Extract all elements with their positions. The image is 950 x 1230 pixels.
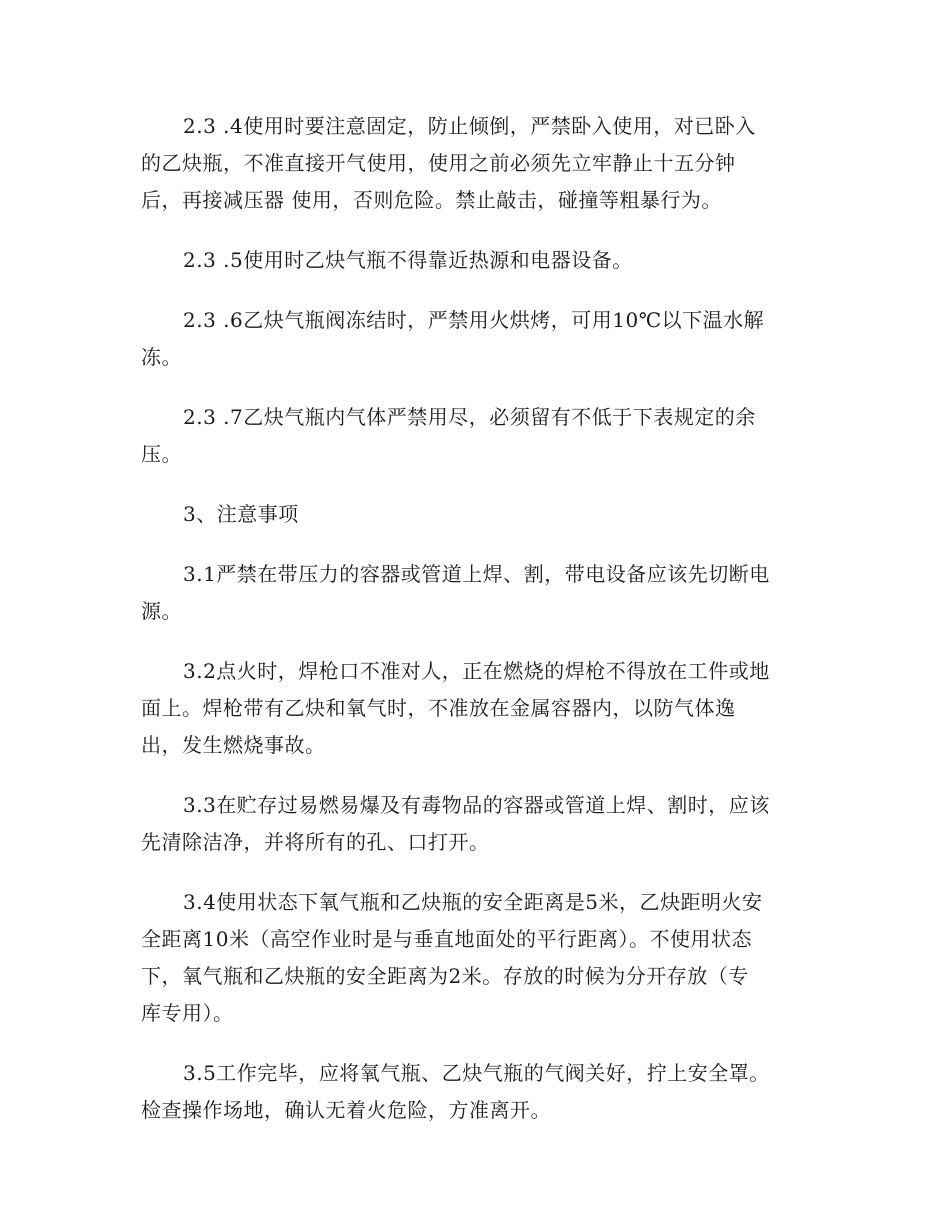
paragraph-line: 下，氧气瓶和乙炔瓶的安全距离为2米。存放的时候为分开存放（专 <box>141 964 749 988</box>
paragraph-line: 冻。 <box>141 345 182 369</box>
paragraph-2-3-4 <box>141 108 811 219</box>
section-heading-text: 3、注意事项 <box>183 502 299 526</box>
paragraph-line: 3.5工作完毕，应将氧气瓶、乙炔气瓶的气阀关好，拧上安全罩。 <box>183 1061 770 1085</box>
section-heading-3 <box>141 496 811 533</box>
paragraph-line: 3.4使用状态下氧气瓶和乙炔瓶的安全距离是5米，乙炔距明火安 <box>183 890 763 914</box>
paragraph-line: 源。 <box>141 599 182 623</box>
document-page <box>141 108 811 1152</box>
paragraph-3-2 <box>141 653 811 764</box>
paragraph-line: 2.3 .7乙炔气瓶内气体严禁用尽，必须留有不低于下表规定的余 <box>183 405 756 429</box>
paragraph-line: 全距离10米（高空作业时是与垂直地面处的平行距离）。不使用状态 <box>141 927 752 951</box>
paragraph-3-1 <box>141 556 811 630</box>
paragraph-line: 后，再接减压器 使用，否则危险。禁止敲击，碰撞等粗暴行为。 <box>141 188 722 212</box>
paragraph-2-3-6 <box>141 302 811 376</box>
paragraph-2-3-5 <box>141 242 811 279</box>
paragraph-line: 压。 <box>141 442 182 466</box>
paragraph-line: 面上。焊枪带有乙炔和氧气时，不准放在金属容器内，以防气体逸 <box>141 696 736 720</box>
paragraph-3-5 <box>141 1055 811 1129</box>
paragraph-line: 检查操作场地，确认无着火危险，方准离开。 <box>141 1098 551 1122</box>
paragraph-line: 3.1严禁在带压力的容器或管道上焊、割，带电设备应该先切断电 <box>183 562 770 586</box>
paragraph-3-3 <box>141 787 811 861</box>
paragraph-line: 2.3 .6乙炔气瓶阀冻结时，严禁用火烘烤，可用10℃以下温水解 <box>183 308 765 332</box>
paragraph-line: 2.3 .4使用时要注意固定，防止倾倒，严禁卧入使用，对已卧入 <box>183 114 756 138</box>
paragraph-line: 库专用）。 <box>141 1001 234 1025</box>
paragraph-2-3-7 <box>141 399 811 473</box>
paragraph-line: 的乙炔瓶，不准直接开气使用，使用之前必须先立牢静止十五分钟 <box>141 151 736 175</box>
paragraph-3-4 <box>141 884 811 1032</box>
paragraph-line: 2.3 .5使用时乙炔气瓶不得靠近热源和电器设备。 <box>183 248 633 272</box>
paragraph-line: 出，发生燃烧事故。 <box>141 733 326 757</box>
paragraph-line: 3.2点火时，焊枪口不准对人，正在燃烧的焊枪不得放在工件或地 <box>183 659 770 683</box>
paragraph-line: 3.3在贮存过易燃易爆及有毒物品的容器或管道上焊、割时，应该 <box>183 793 770 817</box>
paragraph-line: 先清除洁净，并将所有的孔、口打开。 <box>141 830 490 854</box>
